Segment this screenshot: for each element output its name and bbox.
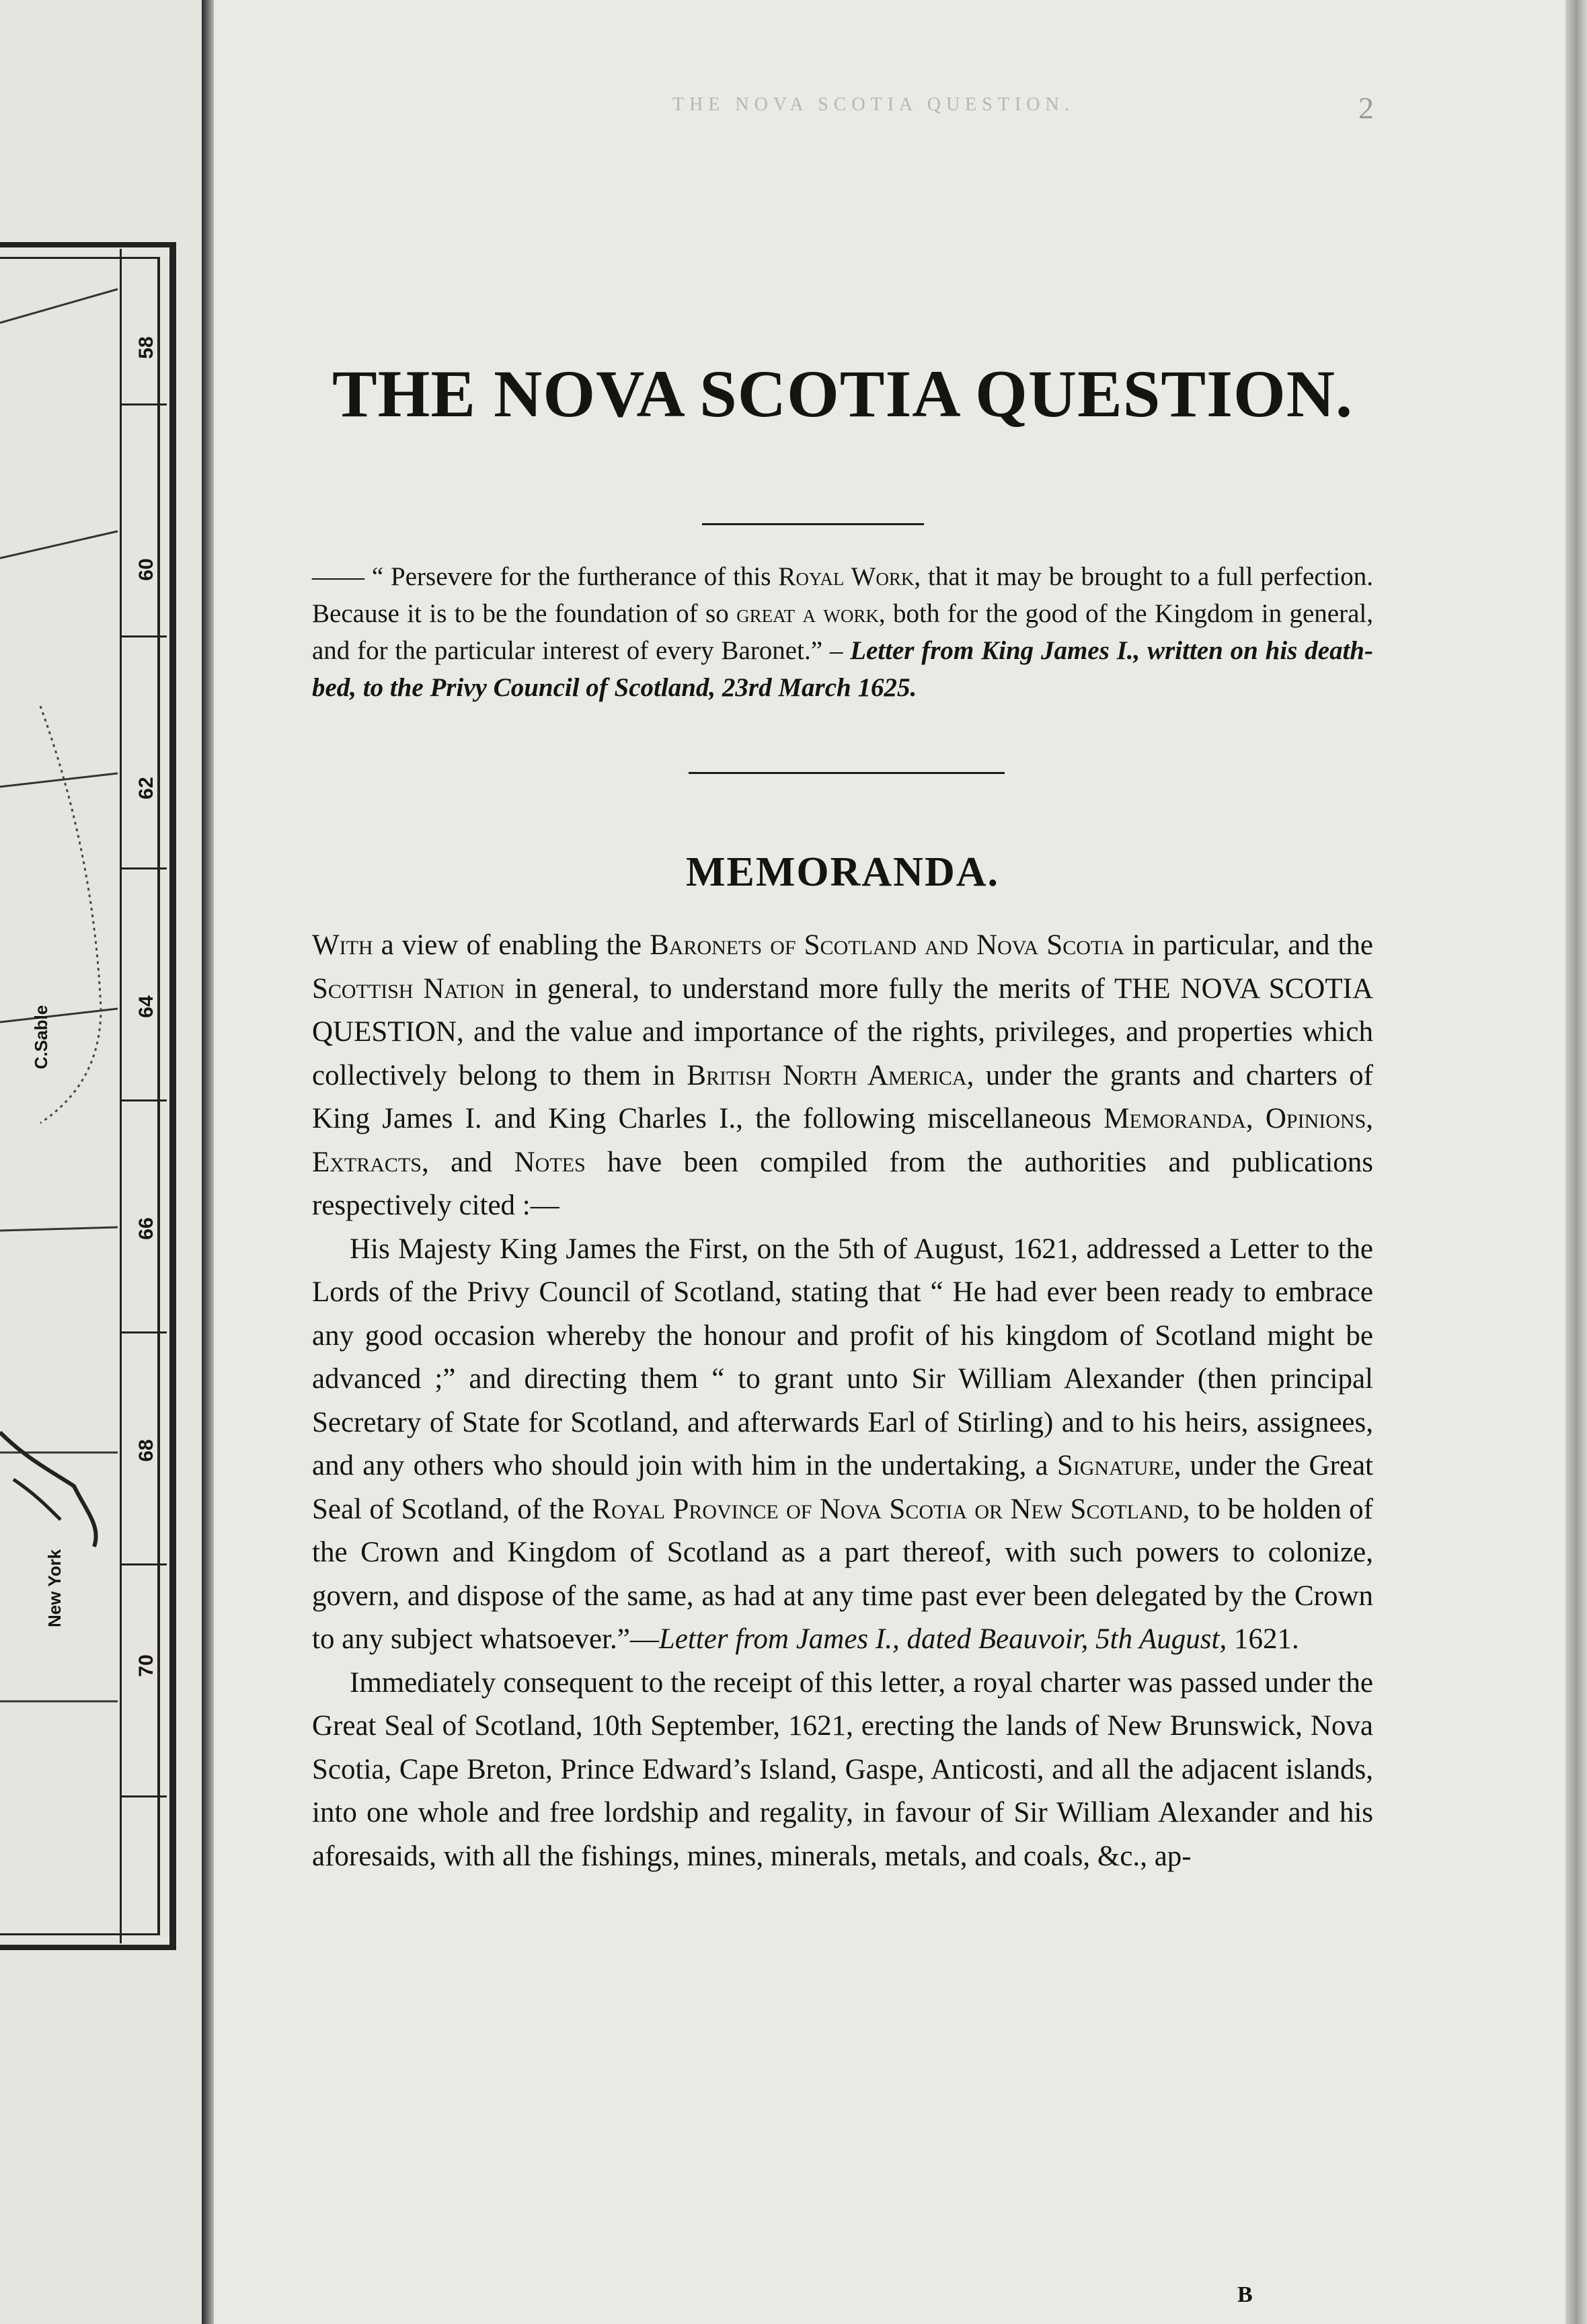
text-run-small-caps: Baronets of Scotland and Nova Scotia (650, 929, 1124, 961)
page-number: 2 (1358, 91, 1374, 125)
text-run-small-caps: British North America (687, 1059, 967, 1091)
text-run: have been compiled from the authorities and publications respectively cited :— (312, 1146, 1373, 1221)
text-run-small-caps: Signature (1056, 1450, 1174, 1481)
running-head: THE NOVA SCOTIA QUESTION. (672, 94, 1075, 115)
text-run-small-caps: Notes (514, 1146, 586, 1178)
paragraph (312, 924, 1373, 1228)
latitude-label: 70 (135, 1654, 157, 1677)
text-run-small-caps: Scottish Nation (312, 972, 505, 1005)
book-gutter (202, 0, 214, 2324)
epigraph-citation: Letter from King James I., written on his death-bed, to the Privy Council of Scotland, 23rd March 1625. (312, 636, 1373, 702)
rule-above-epigraph (702, 523, 924, 525)
latitude-label: 60 (135, 558, 157, 581)
map-leaf (0, 0, 202, 2324)
signature-mark: B (1237, 2282, 1253, 2307)
latitude-tick (120, 635, 167, 637)
text-run: , to be holden of the Crown and Kingdom of Scotland as a part thereof, with such powers to colonize, govern, and dispose of the same, as had at any time past ever been delegated by the Crown to any subject whatsoever.”— (312, 1493, 1374, 1655)
epigraph (312, 558, 1373, 706)
text-run: in general, to understand more fully the merits of THE NOVA SCOTIA QUESTION, and the value and importance of the rights, privileges, and properties which collectively belong to them in (312, 972, 1374, 1091)
latitude-tick (120, 1795, 167, 1797)
text-run: 1621. (1227, 1623, 1299, 1655)
paragraph: Immediately consequent to the receipt of this letter, a royal charter was passed under the Great Seal of Scotland, 10th September, 1621, erecting the lands of New Brunswick, Nova Scotia, Cape Breton, Prince Edward’s Island, Gaspe, Anticosti, and all the adjacent islands, into one whole and free lordship and regality, in favour of Sir William Alexander and his aforesaids, with all the fishings, mines, minerals, metals, and coals, &c., ap- (312, 1666, 1373, 1872)
epigraph-royal-work: Royal Work (778, 562, 915, 591)
map-coastline (0, 249, 121, 1943)
text-run-small-caps: Memoranda, Opinions, Extracts, (312, 1103, 1373, 1178)
latitude-label: 58 (135, 336, 157, 359)
latitude-label: 68 (135, 1439, 157, 1462)
latitude-tick (120, 867, 167, 869)
epigraph-dash: —— (312, 562, 372, 591)
text-run: a view of enabling the (373, 929, 650, 961)
page-title: THE NOVA SCOTIA QUESTION. (332, 356, 1354, 431)
epigraph-text: “ Persevere for the furtherance of this (371, 562, 779, 591)
text-run: , under the grants and charters of King James I. and King Charles I., the following miscellaneous (312, 1059, 1373, 1134)
paragraph-initial: With (312, 929, 373, 961)
latitude-label: 64 (135, 995, 157, 1018)
latitude-strip (120, 249, 169, 1943)
section-heading: MEMORANDA. (686, 849, 999, 895)
paragraph (312, 1228, 1373, 1662)
latitude-tick (120, 1331, 167, 1333)
latitude-label: 62 (135, 777, 157, 800)
epigraph-great-work: great a work (736, 599, 879, 628)
text-run-small-caps: Royal Province of Nova Scotia or New Scotland (592, 1493, 1183, 1525)
text-run: , under the Great Seal of Scotland, of the (312, 1450, 1373, 1525)
page-edge (1565, 0, 1587, 2324)
body-text (312, 924, 1373, 1878)
text-run-italic: Letter from James I., dated Beauvoir, 5th August, (658, 1623, 1227, 1655)
latitude-label: 66 (135, 1217, 157, 1240)
text-run: His Majesty King James the First, on the 5th of August, 1621, addressed a Letter to the Lords of the Privy Council of Scotland, stating that “ He had ever been ready to embrace any good occasion whereby the honour and profit of his kingdom of Scotland might be advanced ;” and directing them “ to grant unto Sir William Alexander (then principal Secretary of State for Scotland, and afterwards Earl of Stirling) and to his heirs, assignees, and any others who should join with him in the undertaking, a (312, 1233, 1373, 1481)
map-label-new-york: New York (44, 1549, 65, 1627)
text-run: in particular, and the (1124, 929, 1373, 961)
latitude-tick (120, 403, 167, 405)
text-run: and (428, 1146, 514, 1178)
epigraph-text: , that it may be brought to a full perfection. Because it is to be the foundation of so (312, 562, 1374, 628)
rule-below-epigraph (689, 772, 1005, 774)
epigraph-text: , both for the good of the Kingdom in general, and for the particular interest of every Baronet.” – (312, 599, 1373, 665)
latitude-tick (120, 1563, 167, 1565)
latitude-tick (120, 1099, 167, 1101)
map-label-cape-sable: C.Sable (31, 1005, 51, 1069)
